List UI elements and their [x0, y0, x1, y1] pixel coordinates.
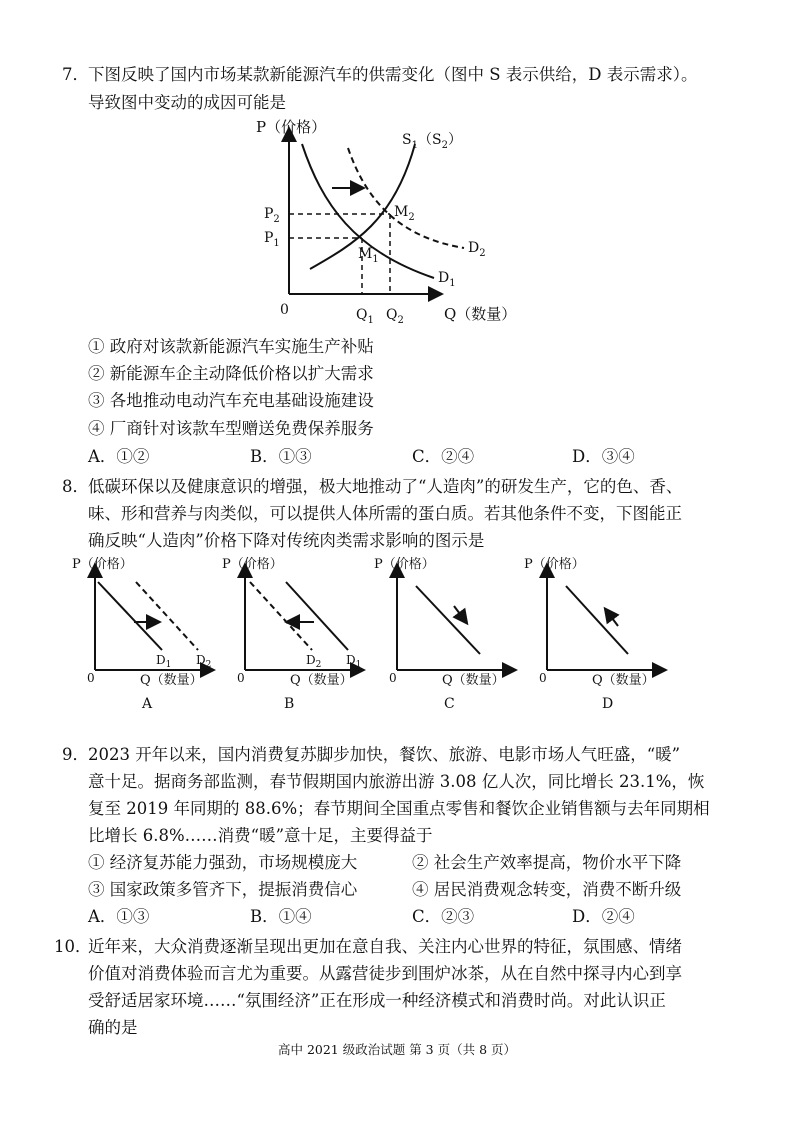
q10-stem-line2: 价值对消费体验而言尤为重要。从露营徒步到围炉冰茶，从在自然中探寻内心到享 [88, 964, 682, 983]
q8d-x-axis-label: Q（数量） [592, 673, 655, 688]
q8a-y-axis-label: P（价格） [72, 557, 133, 572]
q8c-x-axis-label: Q（数量） [442, 673, 505, 688]
q7-stem-line2: 导致图中变动的成因可能是 [88, 93, 286, 112]
q7-y-axis-label: P（价格） [256, 118, 327, 136]
q8a-d2-label: $D_2$ [196, 653, 212, 670]
q7-item-3: ③ 各地推动电动汽车充电基础设施建设 [88, 391, 374, 410]
q7-choice-d[interactable]: D．③④ [572, 447, 635, 466]
q9-item-3: ③ 国家政策多管齐下，提振消费信心 [88, 880, 358, 899]
q8b-d2-label: $D_2$ [306, 653, 322, 670]
q7-number: 7． [62, 65, 89, 84]
q7-d1-label: $D_1$ [438, 270, 456, 289]
q10-number: 10． [54, 937, 92, 956]
q9-stem-line1: 2023 开年以来，国内消费复苏脚步加快，餐饮、旅游、电影市场人气旺盛，“暖” [88, 745, 681, 764]
q7-p1-label: $P_1$ [264, 230, 280, 249]
q10-stem-line3: 受舒适居家环境……“氛围经济”正在形成一种经济模式和消费时尚。对此认识正 [88, 991, 666, 1010]
q8b-origin: 0 [237, 671, 245, 685]
q8a-caption: A [142, 696, 153, 712]
q7-m2-label: $M_2$ [394, 204, 415, 223]
q8-graph-b [220, 552, 370, 712]
q8b-y-axis-label: P（价格） [222, 557, 283, 572]
q8a-x-axis-label: Q（数量） [140, 673, 203, 688]
q7-x-axis-label: Q（数量） [444, 305, 517, 323]
q8b-caption: B [284, 696, 295, 712]
q9-stem-line2: 意十足。据商务部监测，春节假期国内旅游出游 3.08 亿人次，同比增长 23.1%，恢 [88, 772, 705, 791]
q7-demand-curve-d2 [348, 148, 464, 248]
q7-choice-c[interactable]: C．②④ [412, 447, 475, 466]
q8a-origin: 0 [87, 671, 95, 685]
q8-stem-line2: 味、形和营养与肉类似，可以提供人体所需的蛋白质。若其他条件不变，下图能正 [88, 504, 682, 523]
q8b-demand-d2 [250, 582, 312, 650]
q8b-demand-d1 [286, 582, 348, 650]
q8c-origin: 0 [389, 671, 397, 685]
q7-supply-demand-graph [244, 116, 544, 336]
q8-stem-line1: 低碳环保以及健康意识的增强，极大地推动了“人造肉”的研发生产，它的色、香、 [88, 477, 683, 496]
q8d-demand-curve [566, 586, 628, 654]
q8-number: 8． [62, 477, 89, 496]
q8-graph-c [372, 552, 522, 712]
q8c-movement-arrow [454, 606, 466, 622]
q7-supply-label: $S_1(S_2)$ [402, 132, 462, 151]
q10-stem-line1: 近年来，大众消费逐渐呈现出更加在意自我、关注内心世界的特征，氛围感、情绪 [88, 937, 682, 956]
q8a-demand-d1 [98, 582, 162, 650]
q7-item-1: ① 政府对该款新能源汽车实施生产补贴 [88, 337, 374, 356]
q9-item-2: ② 社会生产效率提高，物价水平下降 [412, 853, 682, 872]
q9-choice-a[interactable]: A．①③ [88, 907, 150, 926]
q8d-y-axis-label: P（价格） [524, 557, 585, 572]
q8c-demand-curve [416, 586, 480, 654]
q9-choice-b[interactable]: B．①④ [250, 907, 312, 926]
q9-number: 9． [62, 745, 89, 764]
q7-q2-label: $Q_2$ [386, 307, 404, 326]
q8a-d1-label: $D_1$ [156, 653, 172, 670]
q9-choice-d[interactable]: D．②④ [572, 907, 635, 926]
q8c-y-axis-label: P（价格） [374, 557, 435, 572]
page-footer: 高中 2021 级政治试题 第 3 页（共 8 页） [277, 1042, 517, 1057]
q7-d2-label: $D_2$ [468, 240, 486, 259]
q7-m1-label: $M_1$ [358, 246, 379, 265]
q8-stem-line3: 确反映“人造肉”价格下降对传统肉类需求影响的图示是 [88, 531, 485, 550]
q10-stem-line4: 确的是 [88, 1018, 138, 1037]
q7-q1-label: $Q_1$ [356, 307, 374, 326]
q8d-movement-arrow [606, 610, 618, 626]
q8-graph-a [70, 552, 220, 712]
q8c-caption: C [444, 696, 455, 712]
q9-item-4: ④ 居民消费观念转变，消费不断升级 [412, 880, 682, 899]
q9-item-1: ① 经济复苏能力强劲，市场规模庞大 [88, 853, 358, 872]
q7-item-2: ② 新能源车企主动降低价格以扩大需求 [88, 364, 374, 383]
q7-item-4: ④ 厂商针对该款车型赠送免费保养服务 [88, 419, 374, 438]
q8b-d1-label: $D_1$ [346, 653, 362, 670]
q7-choice-b[interactable]: B．①③ [250, 447, 312, 466]
q7-stem-line1: 下图反映了国内市场某款新能源汽车的供需变化（图中 S 表示供给，D 表示需求）。 [88, 65, 698, 84]
q9-stem-line4: 比增长 6.8%……消费“暖”意十足，主要得益于 [88, 826, 433, 845]
q9-choice-c[interactable]: C．②③ [412, 907, 475, 926]
q8d-origin: 0 [539, 671, 547, 685]
q9-stem-line3: 复至 2019 年同期的 88.6%；春节期间全国重点零售和餐饮企业销售额与去年同期相 [88, 799, 710, 818]
q7-origin: 0 [280, 302, 289, 318]
q7-choice-a[interactable]: A．①② [88, 447, 150, 466]
q8b-x-axis-label: Q（数量） [290, 673, 353, 688]
q8-graph-d [522, 552, 672, 712]
q8a-demand-d2 [136, 582, 198, 650]
q8d-caption: D [602, 696, 614, 712]
q7-p2-label: $P_2$ [264, 206, 280, 225]
